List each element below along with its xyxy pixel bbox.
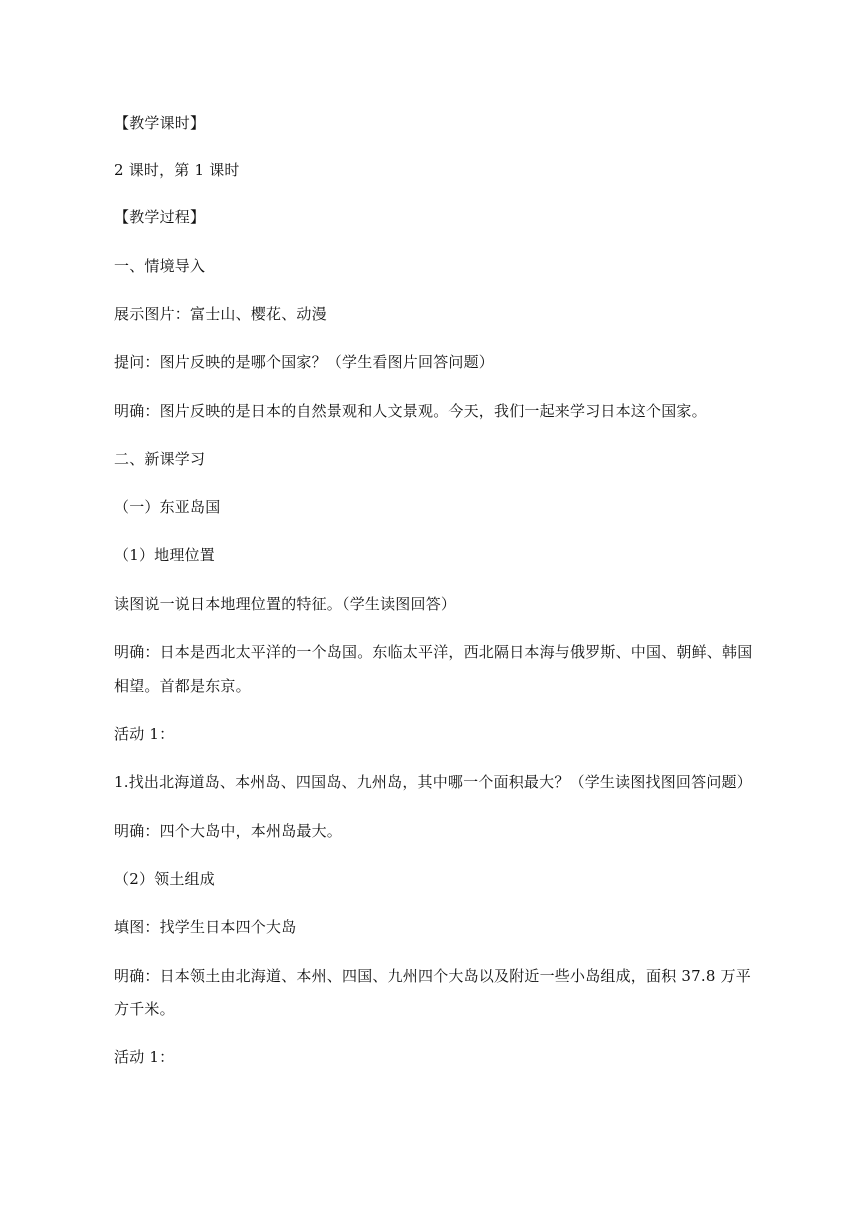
question-text: 提问：图片反映的是哪个国家？（学生看图片回答问题） [114, 353, 495, 371]
subsection-heading: （一）东亚岛国 [114, 498, 221, 516]
clarify-text: 明确：图片反映的是日本的自然景观和人文景观。今天，我们一起来学习日本这个国家。 [114, 402, 707, 420]
class-time-value: 2 课时，第 1 课时 [114, 161, 240, 179]
clarify-islands-text: 明确：四个大岛中，本州岛最大。 [114, 822, 343, 840]
clarify-territory-line-1: 明确：日本领土由北海道、本州、四国、九州四个大岛以及附近一些小岛组成，面积 37.8 万平 [114, 967, 751, 985]
section-heading-intro: 一、情境导入 [114, 257, 206, 275]
read-map-text: 读图说一说日本地理位置的特征。（学生读图回答） [114, 595, 457, 613]
activity-label: 活动 1： [114, 1048, 175, 1066]
item-heading-location: （1）地理位置 [114, 546, 215, 564]
section-heading-new-lesson: 二、新课学习 [114, 450, 206, 468]
activity-label: 活动 1： [114, 725, 175, 743]
clarify-location-line-1: 明确：日本是西北太平洋的一个岛国。东临太平洋，西北隔日本海与俄罗斯、中国、朝鲜、韩国 [114, 643, 753, 661]
show-pictures-text: 展示图片：富士山、樱花、动漫 [114, 305, 327, 323]
clarify-territory-line-2: 方千米。 [114, 1000, 175, 1018]
task-text: 1.找出北海道岛、本州岛、四国岛、九州岛，其中哪一个面积最大？（学生读图找图回答问题） [114, 773, 752, 791]
heading-class-time: 【教学课时】 [114, 114, 206, 132]
clarify-location-line-2: 相望。首都是东京。 [114, 677, 251, 695]
fill-map-text: 填图：找学生日本四个大岛 [114, 918, 297, 936]
heading-teaching-process: 【教学过程】 [114, 208, 206, 226]
item-heading-territory: （2）领土组成 [114, 870, 215, 888]
